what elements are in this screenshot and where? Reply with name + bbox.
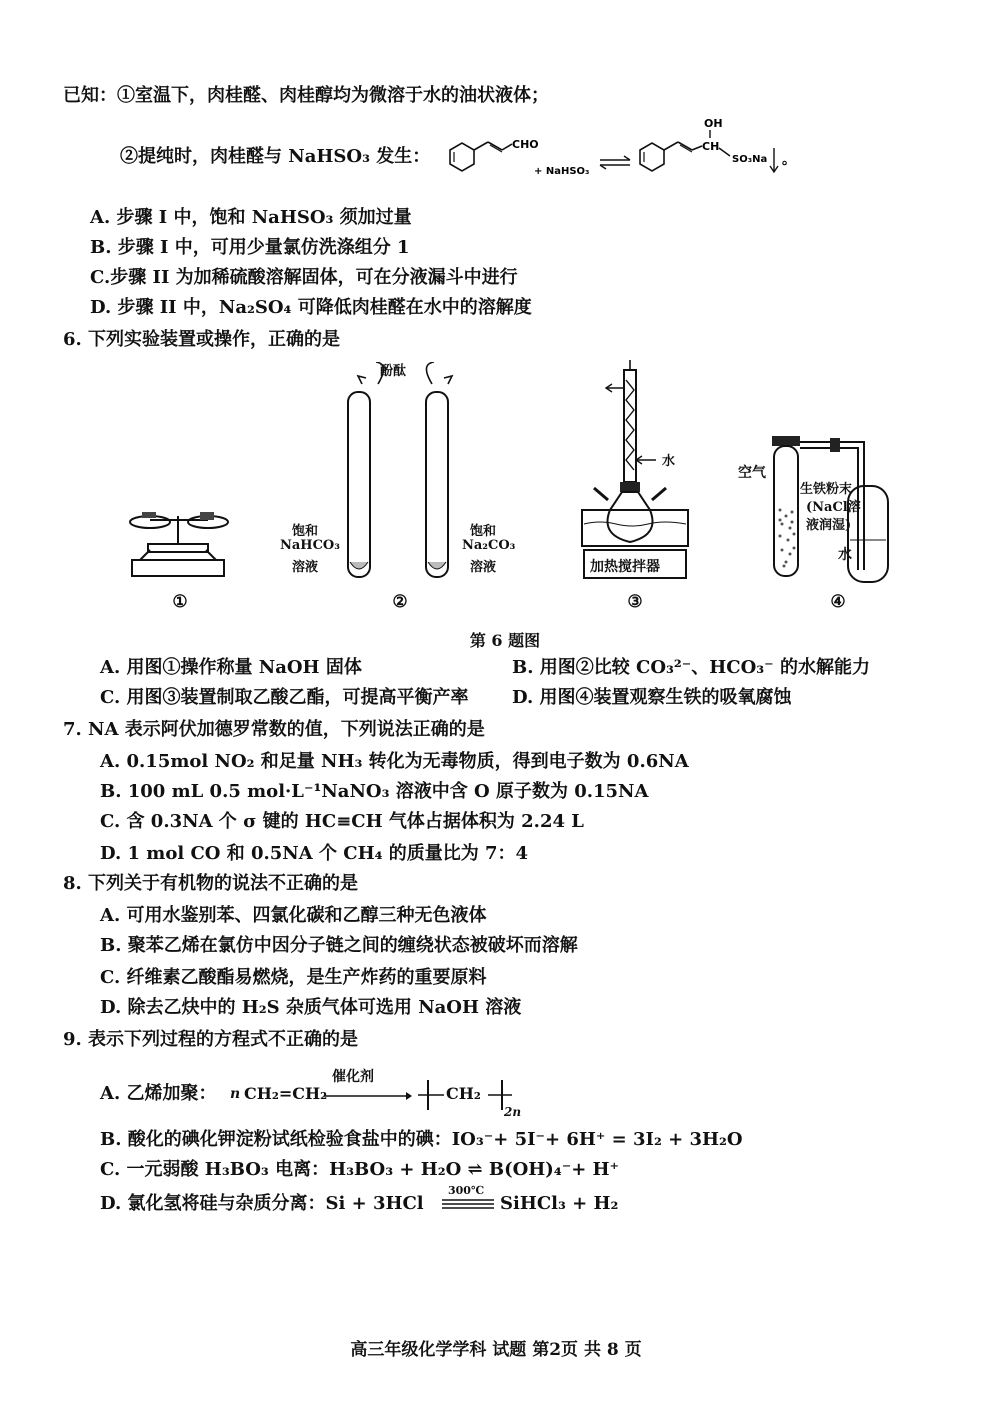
q7-stem: 7. NA 表示阿伏加德罗常数的值，下列说法正确的是 — [63, 719, 485, 740]
q8-option-a: A. 可用水鉴别苯、四氯化碳和乙醇三种无色液体 — [100, 905, 487, 926]
figure-2-test-tubes — [340, 362, 470, 587]
q5-option-a: A. 步骤 I 中，饱和 NaHSO₃ 须加过量 — [90, 207, 412, 228]
tube1-label-b: NaHCO₃ — [280, 538, 340, 553]
q8-option-d: D. 除去乙炔中的 H₂S 杂质气体可选用 NaOH 溶液 — [100, 997, 522, 1018]
q9-option-d-left: D. 氯化氢将硅与杂质分离：Si + 3HCl — [100, 1193, 424, 1214]
figure-1-balance — [120, 490, 240, 585]
q9-a-catalyst: 催化剂 — [332, 1069, 374, 1085]
tube2-label-b: Na₂CO₃ — [462, 538, 516, 553]
cinnamaldehyde-reaction — [430, 112, 810, 192]
tube2-label-a: 饱和 — [470, 524, 497, 539]
q8-stem: 8. 下列关于有机物的说法不正确的是 — [63, 873, 359, 894]
q7-option-b: B. 100 mL 0.5 mol·L⁻¹NaNO₃ 溶液中含 O 原子数为 0.15NA — [100, 781, 649, 802]
q6-option-a: A. 用图①操作称量 NaOH 固体 — [100, 657, 362, 678]
q9-d-condition: 300℃ — [448, 1184, 485, 1197]
ch-label: CH — [702, 140, 720, 153]
iron-label-3: 液润湿) — [806, 518, 852, 533]
water-label: 水 — [662, 454, 676, 469]
figure-4-number: ④ — [830, 592, 846, 612]
known-line-2: ②提纯时，肉桂醛与 NaHSO₃ 发生： — [120, 146, 431, 167]
q5-option-b: B. 步骤 I 中，可用少量氯仿洗涤组分 1 — [90, 237, 410, 258]
q9-a-sub: 2n — [504, 1105, 522, 1119]
q9-option-c: C. 一元弱酸 H₃BO₃ 电离：H₃BO₃ + H₂O ⇌ B(OH)₄⁻+ H⁺ — [100, 1159, 620, 1180]
cho-label: CHO — [512, 138, 539, 151]
q9-d-equals — [440, 1196, 496, 1212]
q9-a-product: CH₂ — [446, 1084, 481, 1103]
figure-caption: 第 6 题图 — [469, 631, 541, 650]
q7-option-d: D. 1 mol CO 和 0.5NA 个 CH₄ 的质量比为 7：4 — [100, 843, 529, 864]
stirrer-label: 加热搅拌器 — [590, 559, 660, 575]
q9-option-b: B. 酸化的碘化钾淀粉试纸检验食盐中的碘：IO₃⁻+ 5I⁻+ 6H⁺ = 3I₂ + 3H₂O — [100, 1129, 743, 1150]
figure-3-reflux-apparatus — [570, 360, 700, 585]
phenolphthalein-label: 酚酞 — [380, 364, 407, 379]
q6-option-d: D. 用图④装置观察生铁的吸氧腐蚀 — [512, 687, 792, 708]
q6-stem: 6. 下列实验装置或操作，正确的是 — [63, 329, 341, 350]
q7-option-c: C. 含 0.3NA 个 σ 键的 HC≡CH 气体占据体积为 2.24 L — [100, 811, 584, 832]
tube2-label-c: 溶液 — [470, 560, 497, 575]
oh-label: OH — [704, 117, 723, 130]
q9-a-reactant: CH₂=CH₂ — [244, 1084, 328, 1103]
figure-3-number: ③ — [627, 592, 643, 612]
q5-option-c: C.步骤 II 为加稀硫酸溶解固体，可在分液漏斗中进行 — [90, 267, 518, 288]
nahso3-label: + NaHSO₃ — [534, 166, 590, 177]
q9-option-a-label: A. 乙烯加聚： — [100, 1083, 217, 1104]
iron-label-1: 生铁粉末 — [800, 482, 853, 497]
figure-2-number: ② — [392, 592, 408, 612]
water2-label: 水 — [838, 547, 852, 563]
q9-stem: 9. 表示下列过程的方程式不正确的是 — [63, 1029, 359, 1050]
air-label: 空气 — [738, 465, 766, 481]
q8-option-c: C. 纤维素乙酸酯易燃烧，是生产炸药的重要原料 — [100, 967, 487, 988]
figure-1-number: ① — [172, 592, 188, 612]
page-footer: 高三年级化学学科 试题 第2页 共 8 页 — [350, 1340, 642, 1360]
q5-option-d: D. 步骤 II 中，Na₂SO₄ 可降低肉桂醛在水中的溶解度 — [90, 297, 532, 318]
q7-option-a: A. 0.15mol NO₂ 和足量 NH₃ 转化为无毒物质，得到电子数为 0.6NA — [100, 751, 689, 772]
q6-option-c: C. 用图③装置制取乙酸乙酯，可提高平衡产率 — [100, 687, 469, 708]
iron-label-2: (NaCl溶 — [806, 500, 861, 515]
tube1-label-c: 溶液 — [292, 560, 319, 575]
rx-end: 。 — [782, 152, 796, 168]
tube1-label-a: 饱和 — [292, 524, 319, 539]
q8-option-b: B. 聚苯乙烯在氯仿中因分子链之间的缠绕状态被破坏而溶解 — [100, 935, 578, 956]
so3na-label: SO₃Na — [732, 154, 768, 165]
q9-a-n: n — [230, 1086, 241, 1102]
known-line-1: 已知：①室温下，肉桂醛、肉桂醇均为微溶于水的油状液体； — [63, 85, 549, 106]
q9-a-arrow — [322, 1084, 412, 1108]
q9-option-d-right: SiHCl₃ + H₂ — [500, 1193, 619, 1214]
q6-option-b: B. 用图②比较 CO₃²⁻、HCO₃⁻ 的水解能力 — [512, 657, 870, 678]
